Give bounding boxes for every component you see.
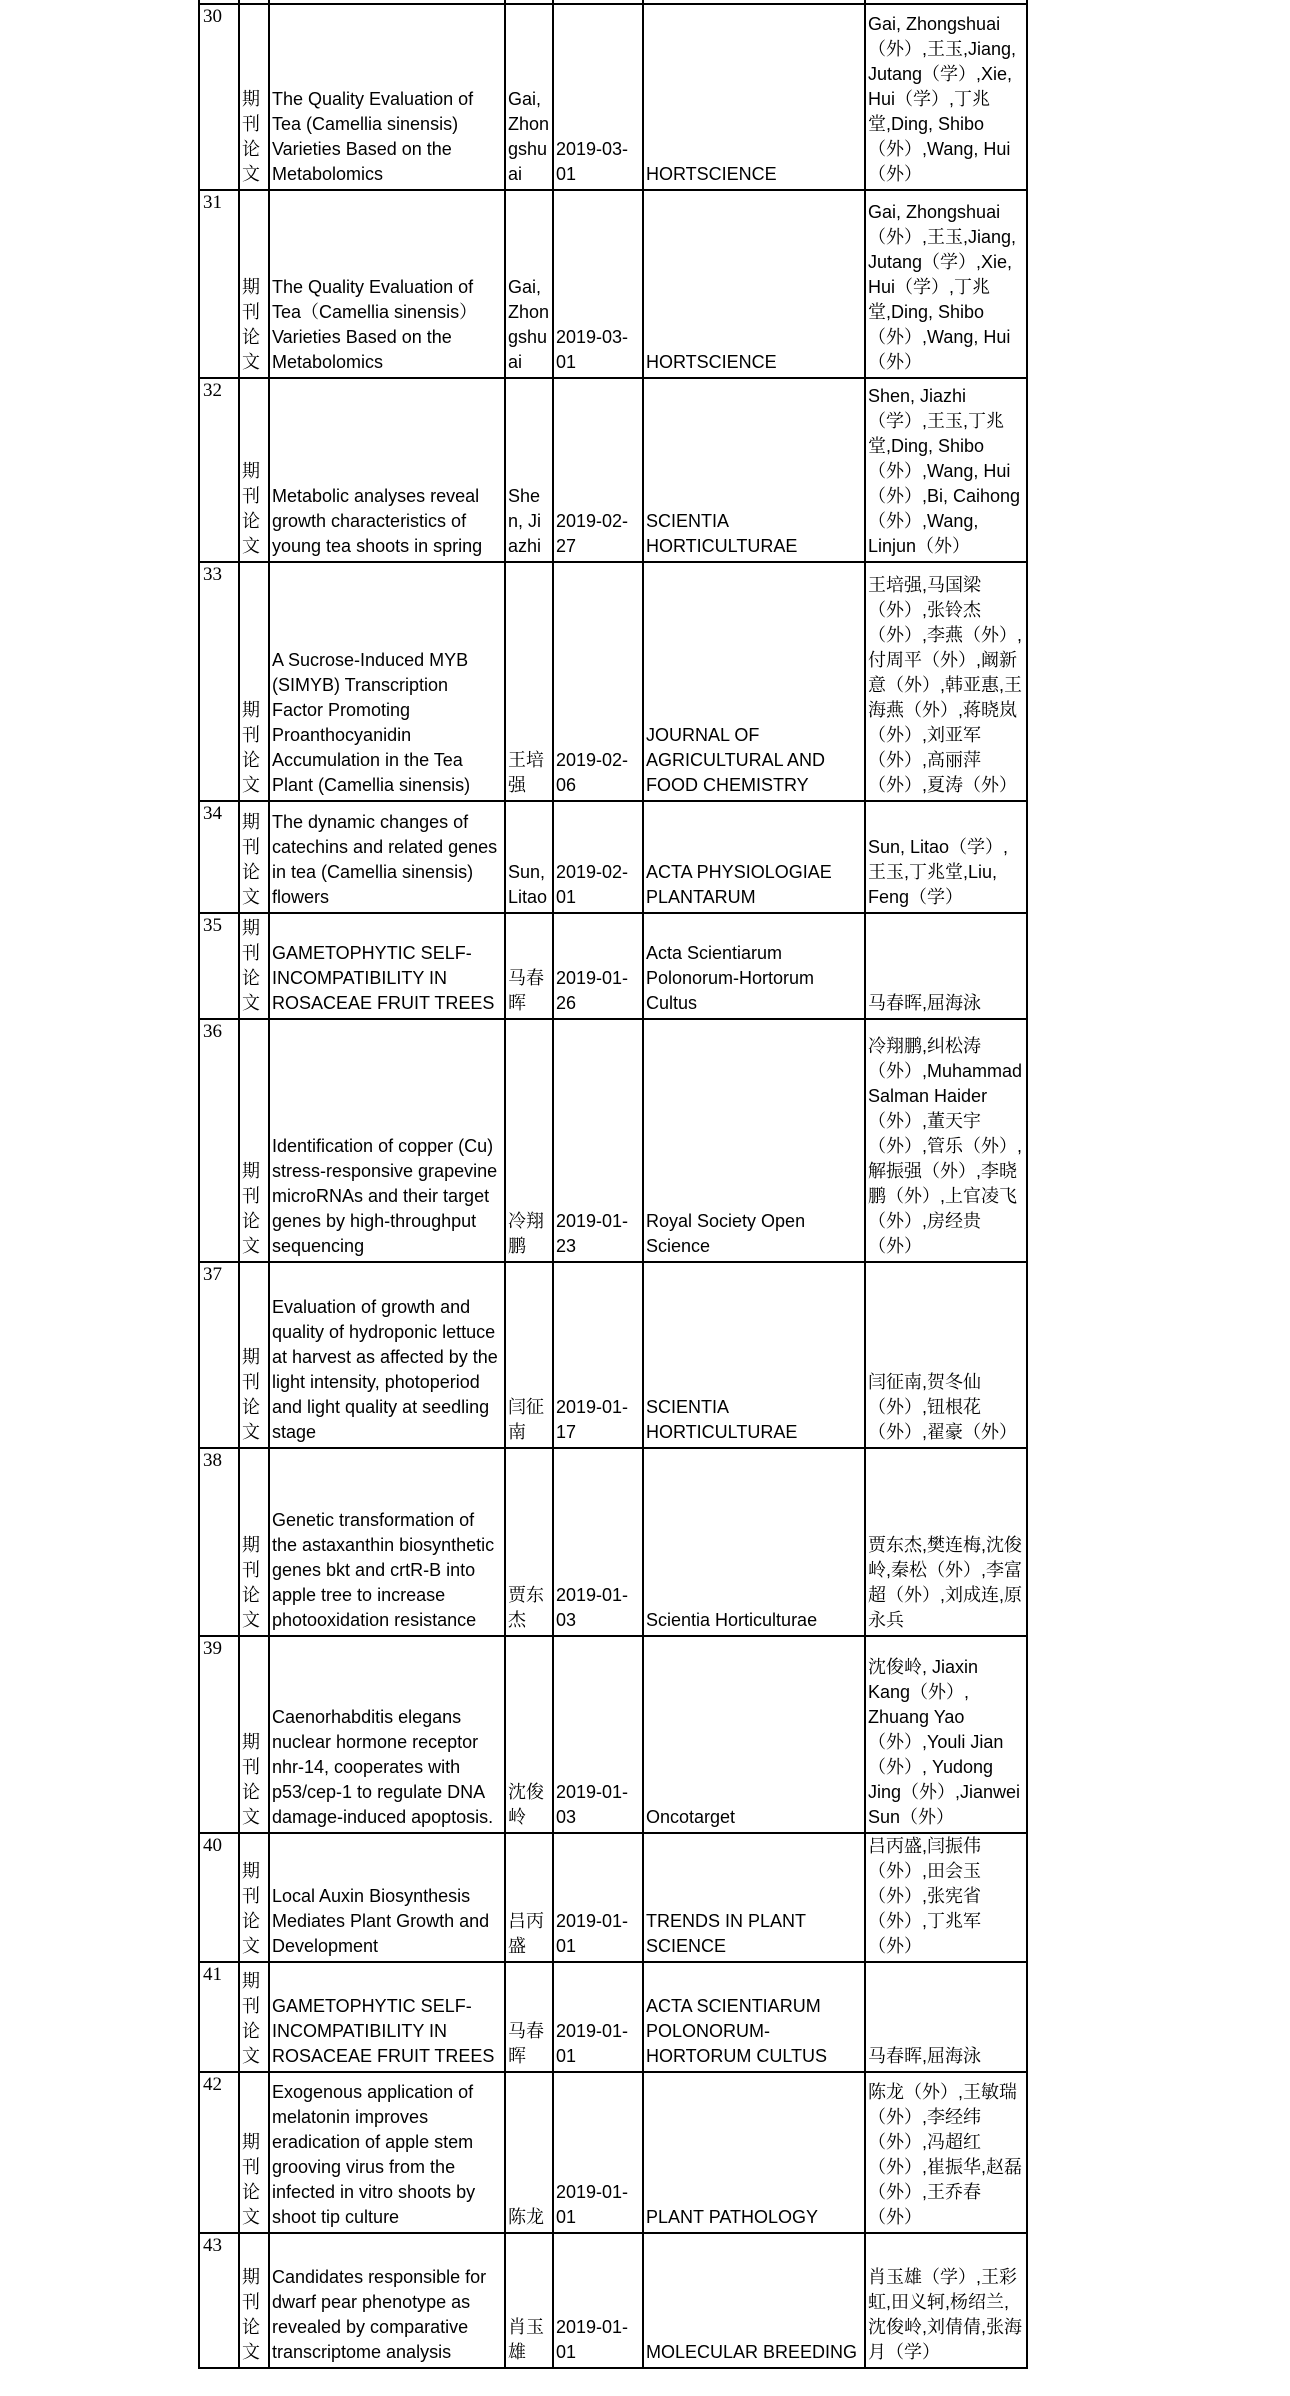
row-number-cell: 33 bbox=[199, 562, 239, 801]
authors-cell: Shen, Jiazhi（学）,王玉,丁兆堂,Ding, Shibo（外）,Wang, Hui（外）,Bi, Caihong（外）,Wang, Linjun（外） bbox=[865, 378, 1027, 562]
first-author-cell: 马春晖 bbox=[505, 1962, 553, 2072]
row-number-cell: 38 bbox=[199, 1448, 239, 1636]
authors-cell: Gai, Zhongshuai（外）,王玉,Jiang, Jutang（学）,Xie, Hui（学）,丁兆堂,Ding, Shibo（外）,Wang, Hui（外） bbox=[865, 4, 1027, 190]
type-cell: 期刊论文 bbox=[239, 1019, 269, 1262]
first-author-cell: 陈龙 bbox=[505, 2072, 553, 2233]
table-row bbox=[199, 562, 1027, 801]
journal-cell: Royal Society Open Science bbox=[643, 1019, 865, 1262]
row-number-cell: 34 bbox=[199, 801, 239, 913]
first-author-cell: Gai, Zhongshuai bbox=[505, 4, 553, 190]
date-cell: 2019-01-03 bbox=[553, 1636, 643, 1833]
first-author-cell: 吕丙盛 bbox=[505, 1833, 553, 1962]
title-cell: The Quality Evaluation of Tea（Camellia sinensis）Varieties Based on the Metabolomics bbox=[269, 190, 505, 378]
title-cell: Evaluation of growth and quality of hydroponic lettuce at harvest as affected by the light intensity, photoperiod and light quality at seedling stage bbox=[269, 1262, 505, 1448]
publications-table bbox=[198, 0, 1028, 2369]
table-row bbox=[199, 1448, 1027, 1636]
date-cell: 2019-01-01 bbox=[553, 1833, 643, 1962]
journal-cell: Oncotarget bbox=[643, 1636, 865, 1833]
title-cell: Metabolic analyses reveal growth characteristics of young tea shoots in spring bbox=[269, 378, 505, 562]
title-cell: The dynamic changes of catechins and related genes in tea (Camellia sinensis) flowers bbox=[269, 801, 505, 913]
first-author-cell: 马春晖 bbox=[505, 913, 553, 1019]
type-cell: 期刊论文 bbox=[239, 2233, 269, 2368]
row-number-cell: 35 bbox=[199, 913, 239, 1019]
date-cell: 2019-01-01 bbox=[553, 2072, 643, 2233]
title-cell: Identification of copper (Cu) stress-responsive grapevine microRNAs and their target genes by high-throughput sequencing bbox=[269, 1019, 505, 1262]
authors-cell: 闫征南,贺冬仙（外）,钮根花（外）,翟豪（外） bbox=[865, 1262, 1027, 1448]
table-row bbox=[199, 1019, 1027, 1262]
row-number-cell: 41 bbox=[199, 1962, 239, 2072]
journal-cell: HORTSCIENCE bbox=[643, 190, 865, 378]
journal-cell: HORTSCIENCE bbox=[643, 4, 865, 190]
journal-cell: SCIENTIA HORTICULTURAE bbox=[643, 378, 865, 562]
journal-cell: Acta Scientiarum Polonorum-Hortorum Cultus bbox=[643, 913, 865, 1019]
table-row bbox=[199, 1262, 1027, 1448]
row-number-cell: 40 bbox=[199, 1833, 239, 1962]
title-cell: GAMETOPHYTIC SELF-INCOMPATIBILITY IN ROSACEAE FRUIT TREES bbox=[269, 1962, 505, 2072]
table-row bbox=[199, 801, 1027, 913]
table-row bbox=[199, 1962, 1027, 2072]
journal-cell: Scientia Horticulturae bbox=[643, 1448, 865, 1636]
date-cell: 2019-01-17 bbox=[553, 1262, 643, 1448]
row-number-cell: 36 bbox=[199, 1019, 239, 1262]
row-number-cell: 31 bbox=[199, 190, 239, 378]
table-row bbox=[199, 2072, 1027, 2233]
type-cell: 期刊论文 bbox=[239, 4, 269, 190]
title-cell: Caenorhabditis elegans nuclear hormone receptor nhr-14, cooperates with p53/cep-1 to regulate DNA damage-induced apoptosis. bbox=[269, 1636, 505, 1833]
journal-cell: TRENDS IN PLANT SCIENCE bbox=[643, 1833, 865, 1962]
title-cell: A Sucrose-Induced MYB (SIMYB) Transcription Factor Promoting Proanthocyanidin Accumulation in the Tea Plant (Camellia sinensis) bbox=[269, 562, 505, 801]
date-cell: 2019-02-27 bbox=[553, 378, 643, 562]
first-author-cell: 冷翔鹏 bbox=[505, 1019, 553, 1262]
authors-cell: Sun, Litao（学）,王玉,丁兆堂,Liu, Feng（学） bbox=[865, 801, 1027, 913]
first-author-cell: 王培强 bbox=[505, 562, 553, 801]
first-author-cell: Gai, Zhongshuai bbox=[505, 190, 553, 378]
table-row bbox=[199, 190, 1027, 378]
type-cell: 期刊论文 bbox=[239, 1962, 269, 2072]
journal-cell: JOURNAL OF AGRICULTURAL AND FOOD CHEMISTRY bbox=[643, 562, 865, 801]
journal-cell: ACTA PHYSIOLOGIAE PLANTARUM bbox=[643, 801, 865, 913]
title-cell: Local Auxin Biosynthesis Mediates Plant Growth and Development bbox=[269, 1833, 505, 1962]
date-cell: 2019-02-01 bbox=[553, 801, 643, 913]
table-row bbox=[199, 1833, 1027, 1962]
table-row bbox=[199, 1636, 1027, 1833]
row-number-cell: 32 bbox=[199, 378, 239, 562]
type-cell: 期刊论文 bbox=[239, 801, 269, 913]
row-number-cell: 37 bbox=[199, 1262, 239, 1448]
row-number-cell: 42 bbox=[199, 2072, 239, 2233]
table-row bbox=[199, 913, 1027, 1019]
first-author-cell: Sun, Litao bbox=[505, 801, 553, 913]
title-cell: Genetic transformation of the astaxanthin biosynthetic genes bkt and crtR-B into apple tree to increase photooxidation resistance bbox=[269, 1448, 505, 1636]
journal-cell: MOLECULAR BREEDING bbox=[643, 2233, 865, 2368]
journal-cell: SCIENTIA HORTICULTURAE bbox=[643, 1262, 865, 1448]
authors-cell: 肖玉雄（学）,王彩虹,田义轲,杨绍兰,沈俊岭,刘倩倩,张海月（学） bbox=[865, 2233, 1027, 2368]
table-row bbox=[199, 4, 1027, 190]
date-cell: 2019-02-06 bbox=[553, 562, 643, 801]
authors-cell: 马春晖,屈海泳 bbox=[865, 1962, 1027, 2072]
type-cell: 期刊论文 bbox=[239, 378, 269, 562]
row-number-cell: 39 bbox=[199, 1636, 239, 1833]
table-row bbox=[199, 378, 1027, 562]
type-cell: 期刊论文 bbox=[239, 1448, 269, 1636]
authors-cell: Gai, Zhongshuai（外）,王玉,Jiang, Jutang（学）,Xie, Hui（学）,丁兆堂,Ding, Shibo（外）,Wang, Hui（外） bbox=[865, 190, 1027, 378]
date-cell: 2019-01-23 bbox=[553, 1019, 643, 1262]
authors-cell: 贾东杰,樊连梅,沈俊岭,秦松（外）,李富超（外）,刘成连,原永兵 bbox=[865, 1448, 1027, 1636]
type-cell: 期刊论文 bbox=[239, 913, 269, 1019]
row-number-cell: 43 bbox=[199, 2233, 239, 2368]
type-cell: 期刊论文 bbox=[239, 190, 269, 378]
authors-cell: 冷翔鹏,纠松涛（外）,Muhammad Salman Haider（外）,董天宇（外）,管乐（外）,解振强（外）,李晓鹏（外）,上官凌飞（外）,房经贵（外） bbox=[865, 1019, 1027, 1262]
journal-cell: ACTA SCIENTIARUM POLONORUM-HORTORUM CULTUS bbox=[643, 1962, 865, 2072]
date-cell: 2019-03-01 bbox=[553, 4, 643, 190]
first-author-cell: 闫征南 bbox=[505, 1262, 553, 1448]
date-cell: 2019-03-01 bbox=[553, 190, 643, 378]
first-author-cell: Shen, Jiazhi bbox=[505, 378, 553, 562]
date-cell: 2019-01-01 bbox=[553, 2233, 643, 2368]
date-cell: 2019-01-01 bbox=[553, 1962, 643, 2072]
type-cell: 期刊论文 bbox=[239, 2072, 269, 2233]
publications-table-body bbox=[199, 0, 1027, 2368]
date-cell: 2019-01-03 bbox=[553, 1448, 643, 1636]
title-cell: GAMETOPHYTIC SELF-INCOMPATIBILITY IN ROSACEAE FRUIT TREES bbox=[269, 913, 505, 1019]
type-cell: 期刊论文 bbox=[239, 1833, 269, 1962]
type-cell: 期刊论文 bbox=[239, 1636, 269, 1833]
row-number-cell: 30 bbox=[199, 4, 239, 190]
title-cell: Exogenous application of melatonin improves eradication of apple stem grooving virus from the infected in vitro shoots by shoot tip culture bbox=[269, 2072, 505, 2233]
authors-cell: 马春晖,屈海泳 bbox=[865, 913, 1027, 1019]
first-author-cell: 贾东杰 bbox=[505, 1448, 553, 1636]
title-cell: Candidates responsible for dwarf pear phenotype as revealed by comparative transcriptome analysis bbox=[269, 2233, 505, 2368]
first-author-cell: 沈俊岭 bbox=[505, 1636, 553, 1833]
title-cell: The Quality Evaluation of Tea (Camellia sinensis) Varieties Based on the Metabolomics bbox=[269, 4, 505, 190]
journal-cell: PLANT PATHOLOGY bbox=[643, 2072, 865, 2233]
date-cell: 2019-01-26 bbox=[553, 913, 643, 1019]
authors-cell: 吕丙盛,闫振伟（外）,田会玉（外）,张宪省（外）,丁兆军（外） bbox=[865, 1833, 1027, 1962]
authors-cell: 沈俊岭, Jiaxin Kang（外）, Zhuang Yao（外）,Youli Jian（外）, Yudong Jing（外）,Jianwei Sun（外） bbox=[865, 1636, 1027, 1833]
authors-cell: 陈龙（外）,王敏瑞（外）,李经纬（外）,冯超红（外）,崔振华,赵磊（外）,王乔春（外） bbox=[865, 2072, 1027, 2233]
type-cell: 期刊论文 bbox=[239, 1262, 269, 1448]
type-cell: 期刊论文 bbox=[239, 562, 269, 801]
authors-cell: 王培强,马国梁（外）,张铃杰（外）,李燕（外）,付周平（外）,阚新意（外）,韩亚惠,王海燕（外）,蒋晓岚（外）,刘亚军（外）,高丽萍（外）,夏涛（外） bbox=[865, 562, 1027, 801]
table-row bbox=[199, 2233, 1027, 2368]
first-author-cell: 肖玉雄 bbox=[505, 2233, 553, 2368]
